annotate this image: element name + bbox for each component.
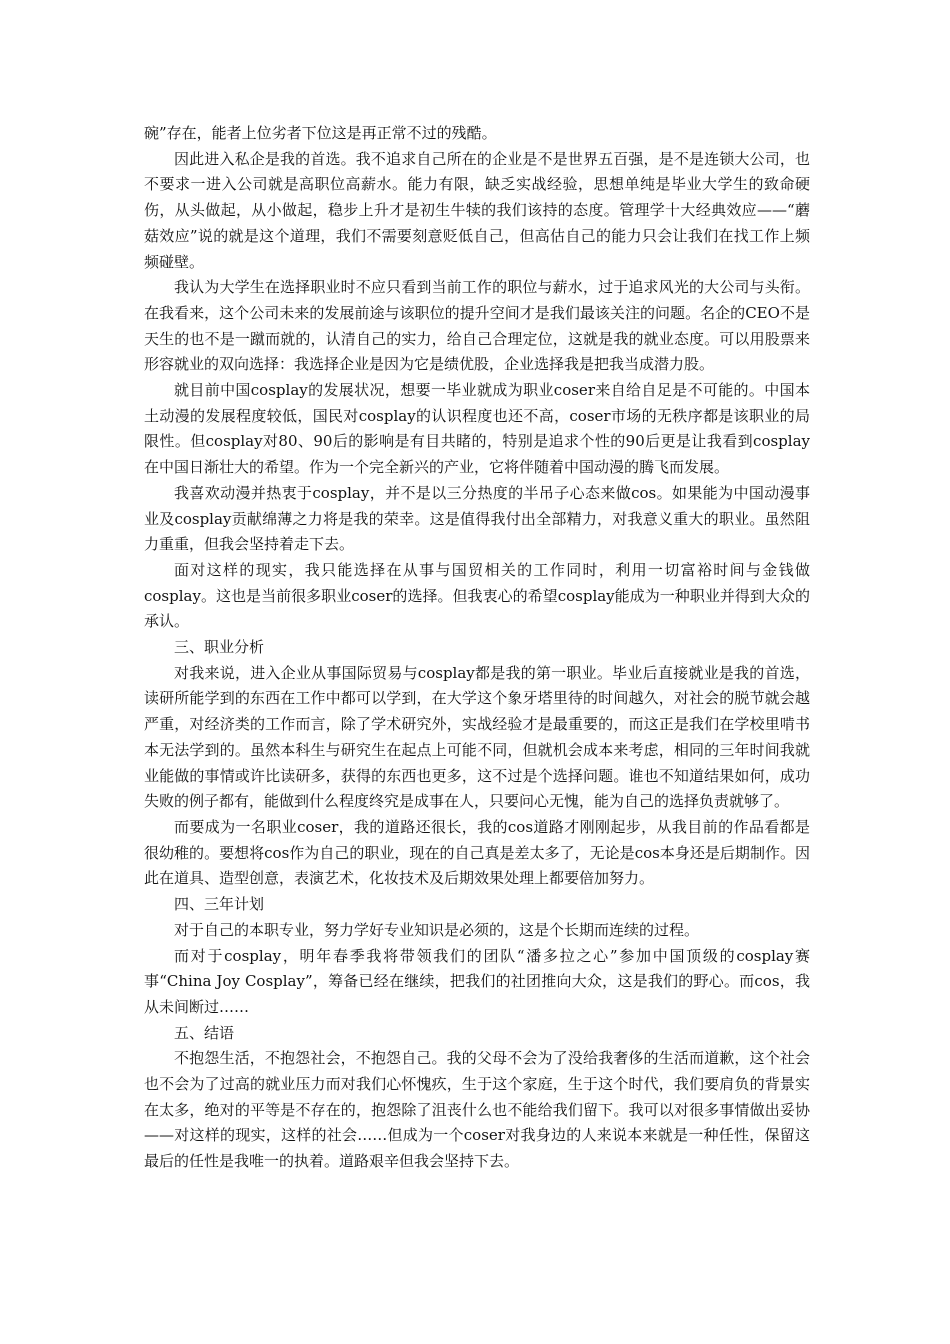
paragraph: 对于自己的本职专业，努力学好专业知识是必须的，这是个长期而连续的过程。 [174,920,700,939]
paragraph: 不抱怨生活，不抱怨社会，不抱怨自己。我的父母不会为了没给我奢侈的生活而道歉，这个社会也不会为了过高的就业压力而对我们心怀愧疚，生于这个家庭，生于这个时代，我们要肩负的背景实在太多，绝对的平等是不存在的，抱怨除了沮丧什么也不能给我们留下。我可以对很多事情做出妥协——对这样的现实，这样的社会……但成为一个coser对我身边的人来说本来就是一种任性，保留这最后的任性是我唯一的执着。道路艰辛但我会坚持下去。 [144,1049,810,1171]
paragraph: 我认为大学生在选择职业时不应只看到当前工作的职位与薪水，过于追求风光的大公司与头衔。在我看来，这个公司未来的发展前途与该职位的提升空间才是我们最该关注的问题。名企的CEO不是天生的也不是一蹴而就的，认清自己的实力，给自己合理定位，这就是我的就业态度。可以用股票来形容就业的双向选择：我选择企业是因为它是绩优股，企业选择我是把我当成潜力股。 [144,278,810,374]
document-body [144,121,810,1175]
paragraph: 就目前中国cosplay的发展状况，想要一毕业就成为职业coser来自给自足是不可能的。中国本土动漫的发展程度较低，国民对cosplay的认识程度也还不高，coser市场的无秩序都是该职业的局限性。但cosplay对80、90后的影响是有目共睹的，特别是追求个性的90后更是让我看到cosplay在中国日渐壮大的希望。作为一个完全新兴的产业，它将伴随着中国动漫的腾飞而发展。 [144,381,810,477]
paragraph: 对我来说，进入企业从事国际贸易与cosplay都是我的第一职业。毕业后直接就业是我的首选，读研所能学到的东西在工作中都可以学到，在大学这个象牙塔里待的时间越久，对社会的脱节就会越严重，对经济类的工作而言，除了学术研究外，实战经验才是最重要的，而这正是我们在学校里啃书本无法学到的。虽然本科生与研究生在起点上可能不同，但就机会成本来考虑，相同的三年时间我就业能做的事情或许比读研多，获得的东西也更多，这不过是个选择问题。谁也不知道结果如何，成功失败的例子都有，能做到什么程度终究是成事在人，只要问心无愧，能为自己的选择负责就够了。 [144,663,810,811]
paragraph: 而对于cosplay，明年春季我将带领我们的团队“潘多拉之心”参加中国顶级的cosplay赛事“China Joy Cosplay”，筹备已经在继续，把我们的社团推向大众，这是我们的野心。而cos，我从未间断过…… [144,946,810,1016]
section-heading-career-analysis: 三、职业分析 [174,638,265,657]
paragraph: 而要成为一名职业coser，我的道路还很长，我的cos道路才刚刚起步，从我目前的作品看都是很幼稚的。要想将cos作为自己的职业，现在的自己真是差太多了，无论是cos本身还是后期制作。因此在道具、造型创意，表演艺术，化妆技术及后期效果处理上都要倍加努力。 [144,817,810,888]
paragraph: 因此进入私企是我的首选。我不追求自己所在的企业是不是世界五百强，是不是连锁大公司，也不要求一进入公司就是高职位高薪水。能力有限，缺乏实战经验，思想单纯是毕业大学生的致命硬伤，从头做起，从小做起，稳步上升才是初生牛犊的我们该持的态度。管理学十大经典效应——“蘑菇效应”说的就是这个道理，我们不需要刻意贬低自己，但高估自己的能力只会让我们在找工作上频频碰壁。 [144,149,810,271]
paragraph: 面对这样的现实，我只能选择在从事与国贸相关的工作同时，利用一切富裕时间与金钱做cosplay。这也是当前很多职业coser的选择。但我衷心的希望cosplay能成为一种职业并得到大众的承认。 [144,560,810,631]
paragraph: 我喜欢动漫并热衷于cosplay，并不是以三分热度的半吊子心态来做cos。如果能为中国动漫事业及cosplay贡献绵薄之力将是我的荣幸。这是值得我付出全部精力，对我意义重大的职业。虽然阻力重重，但我会坚持着走下去。 [144,483,810,554]
section-heading-conclusion: 五、结语 [174,1023,235,1042]
section-heading-three-year-plan: 四、三年计划 [174,895,265,914]
paragraph-continuation: 碗”存在，能者上位劣者下位这是再正常不过的残酷。 [144,124,497,142]
